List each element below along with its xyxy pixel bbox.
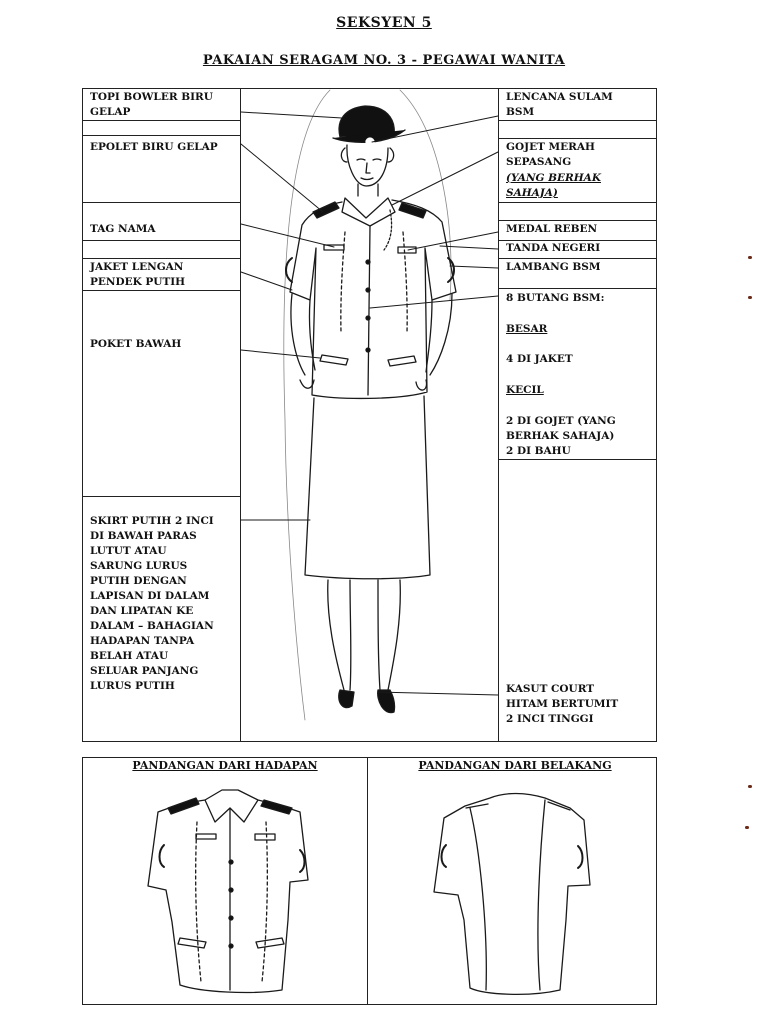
label-shoes: KASUT COURT HITAM BERTUMIT 2 INCI TINGGI xyxy=(506,683,619,725)
right-leg xyxy=(378,580,400,690)
collar xyxy=(342,198,395,226)
label-medal: MEDAL REBEN xyxy=(506,223,598,235)
label-bsm-emblem: LAMBANG BSM xyxy=(506,261,601,273)
bowler-hat-icon xyxy=(333,106,405,146)
label-state-sign: TANDA NEGERI xyxy=(506,242,601,254)
scan-speck xyxy=(748,256,752,259)
medal-ribbon xyxy=(398,247,416,253)
label-aiguillette-note: (YANG BERHAK SAHAJA) xyxy=(506,172,601,199)
button xyxy=(366,260,370,264)
page-title: PAKAIAN SERAGAM NO. 3 - PEGAWAI WANITA xyxy=(202,53,566,68)
label-buttons: 8 BUTANG BSM: xyxy=(506,292,605,304)
button xyxy=(366,288,370,292)
left-leg xyxy=(328,580,351,690)
label-hat: TOPI BOWLER BIRU GELAP xyxy=(90,91,213,118)
label-name-tag: TAG NAMA xyxy=(90,223,156,235)
right-arm xyxy=(426,294,452,375)
button xyxy=(366,348,370,352)
label-badge: LENCANA SULAM BSM xyxy=(506,91,613,118)
lower-pocket xyxy=(388,356,416,366)
epaulette-icon xyxy=(313,202,339,218)
back-view-title: PANDANGAN DARI BELAKANG xyxy=(418,759,612,772)
scan-speck xyxy=(745,826,749,829)
front-view-jacket xyxy=(148,790,308,992)
label-small-count: 2 DI GOJET (YANG BERHAK SAHAJA) 2 DI BAHU xyxy=(506,415,616,457)
label-epaulette: EPOLET BIRU GELAP xyxy=(90,141,218,153)
skirt xyxy=(305,396,430,579)
figure-outline xyxy=(284,90,330,720)
scan-speck xyxy=(748,296,752,299)
head xyxy=(341,145,393,186)
left-shoe xyxy=(339,690,354,708)
label-skirt: SKIRT PUTIH 2 INCI DI BAWAH PARAS LUTUT ATAU SARUNG LURUS PUTIH DENGAN LAPISAN DI DALAM DAN LIPATAN KE DALAM – BAHAGIAN HADAPAN TANPA BELAH ATAU SELUAR PANJANG LURUS PUTIH xyxy=(90,515,214,692)
left-arm xyxy=(291,294,315,375)
front-view-title: PANDANGAN DARI HADAPAN xyxy=(132,759,318,772)
leader-lines xyxy=(241,112,498,695)
section-title: SEKSYEN 5 xyxy=(336,15,432,31)
label-large: BESAR xyxy=(506,323,548,335)
scan-speck xyxy=(748,785,752,788)
label-jacket: JAKET LENGAN PENDEK PUTIH xyxy=(90,261,186,288)
label-small: KECIL xyxy=(506,384,544,396)
jacket-front-edge xyxy=(368,226,370,395)
label-aiguillette: GOJET MERAH SEPASANG xyxy=(506,141,595,168)
button xyxy=(366,316,370,320)
label-large-count: 4 DI JAKET xyxy=(506,353,573,365)
bsm-emblem-icon xyxy=(286,258,292,282)
right-shoe xyxy=(378,690,395,713)
lower-pocket xyxy=(320,355,348,365)
label-pocket: POKET BAWAH xyxy=(90,338,182,350)
back-view-jacket xyxy=(434,794,590,995)
